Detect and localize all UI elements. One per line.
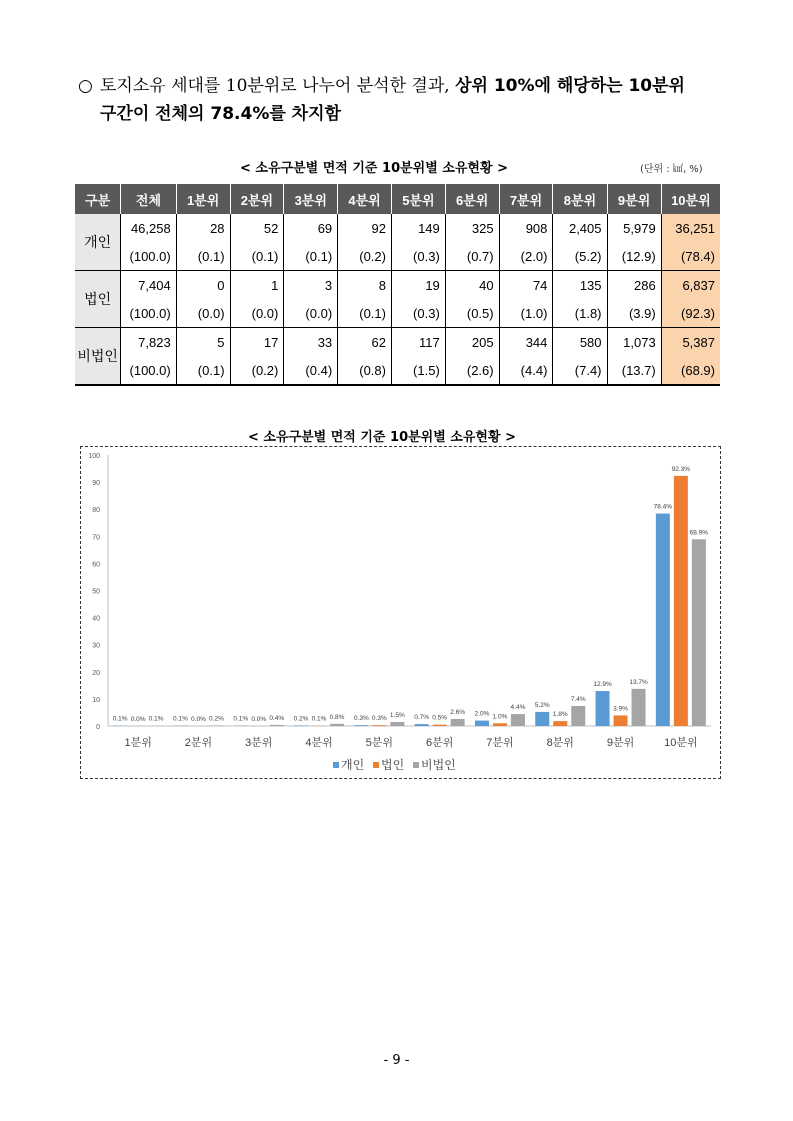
chart-bar: [692, 539, 706, 726]
percent-cell: (0.1): [176, 356, 230, 385]
row-label: 비법인: [75, 328, 121, 386]
table-row: [75, 299, 720, 328]
percent-cell: (0.0): [284, 299, 338, 328]
data-label: 0.8%: [329, 713, 345, 721]
table-unit: (단위 : ㎢, %): [640, 164, 703, 175]
value-cell: 3: [284, 271, 338, 300]
table-row: [75, 271, 720, 300]
bullet-mark: ○: [78, 76, 93, 96]
value-cell: 40: [445, 271, 499, 300]
legend-swatch: [373, 762, 379, 768]
chart-bar: [571, 706, 585, 726]
y-tick-label: 90: [92, 480, 100, 488]
value-cell: 286: [607, 271, 661, 300]
value-cell: 908: [499, 214, 553, 242]
y-tick-label: 60: [92, 561, 100, 569]
data-label: 13.7%: [629, 678, 648, 686]
percent-cell: (0.0): [230, 299, 284, 328]
table-row: [75, 214, 720, 242]
y-tick-label: 0: [96, 724, 100, 731]
chart-bar: [656, 514, 670, 726]
percent-cell: (0.1): [230, 242, 284, 271]
chart-bar: [354, 725, 368, 726]
data-label: 0.1%: [112, 715, 128, 723]
percent-cell: (68.9): [661, 356, 720, 385]
value-cell: 1: [230, 271, 284, 300]
row-label: 법인: [75, 271, 121, 328]
value-cell: 19: [391, 271, 445, 300]
chart-bar: [632, 689, 646, 726]
percent-cell: (100.0): [121, 299, 177, 328]
chart-bar: [270, 725, 284, 726]
value-cell: 0: [176, 271, 230, 300]
header-cell: 구분: [75, 184, 121, 214]
chart-bar: [674, 476, 688, 726]
percent-cell: (0.1): [284, 242, 338, 271]
header-cell: 10분위: [661, 184, 720, 214]
data-label: 78.4%: [653, 503, 673, 511]
percent-cell: (0.1): [338, 299, 392, 328]
chart-bar: [493, 723, 507, 726]
value-cell: 74: [499, 271, 553, 300]
percent-cell: (0.2): [338, 242, 392, 271]
data-label: 4.4%: [510, 704, 526, 712]
chart-bar: [535, 712, 549, 726]
table-row: [75, 328, 720, 357]
y-tick-label: 100: [88, 453, 100, 460]
percent-cell: (3.9): [607, 299, 661, 328]
chart-bar: [451, 719, 465, 726]
percent-cell: (0.3): [391, 242, 445, 271]
percent-cell: (0.1): [176, 242, 230, 271]
x-tick-label: 8분위: [546, 737, 574, 749]
table-header-row: [75, 184, 720, 214]
data-label: 1.5%: [389, 711, 405, 719]
chart-frame: [80, 446, 721, 779]
data-label: 0.0%: [130, 716, 146, 723]
legend-label: 개인: [341, 758, 365, 772]
value-cell: 33: [284, 328, 338, 357]
data-label: 2.6%: [450, 708, 466, 716]
percent-cell: (0.2): [230, 356, 284, 385]
table-body: [75, 214, 720, 385]
chart-bar: [475, 721, 489, 726]
chart-caption: < 소유구분별 면적 기준 10분위별 소유현황 >: [248, 430, 516, 445]
percent-cell: (7.4): [553, 356, 607, 385]
value-cell: 46,258: [121, 214, 177, 242]
data-label: 12.9%: [593, 681, 612, 689]
data-label: 2.0%: [474, 710, 490, 718]
chart-bar: [511, 714, 525, 726]
y-tick-label: 40: [92, 615, 100, 623]
row-label: 개인: [75, 214, 121, 271]
header-cell: 3분위: [284, 184, 338, 214]
legend-label: 법인: [381, 758, 405, 772]
chart-bar: [433, 725, 447, 726]
data-label: 0.7%: [414, 714, 430, 722]
value-cell: 7,404: [121, 271, 177, 300]
x-tick-label: 5분위: [365, 737, 394, 749]
percent-cell: (1.0): [499, 299, 553, 328]
percent-cell: (100.0): [121, 242, 177, 271]
legend-swatch: [413, 762, 419, 768]
header-cell: 5분위: [391, 184, 445, 214]
x-tick-label: 7분위: [486, 737, 514, 749]
percent-cell: (0.0): [176, 299, 230, 328]
chart-bar: [330, 724, 344, 726]
table-caption: < 소유구분별 면적 기준 10분위별 소유현황 >: [240, 161, 508, 176]
data-label: 0.3%: [353, 715, 369, 723]
header-cell: 6분위: [445, 184, 499, 214]
y-tick-label: 70: [92, 534, 100, 542]
value-cell: 17: [230, 328, 284, 357]
data-label: 3.9%: [613, 705, 628, 713]
percent-cell: (13.7): [607, 356, 661, 385]
bar-chart: [81, 447, 720, 778]
header-cell: 2분위: [230, 184, 284, 214]
intro-text-line2: 구간이 전체의 78.4%를 차지함: [100, 104, 341, 124]
data-label: 68.9%: [689, 529, 709, 537]
y-tick-label: 30: [92, 642, 100, 650]
value-cell: 1,073: [607, 328, 661, 357]
percent-cell: (78.4): [661, 242, 720, 271]
y-tick-label: 10: [92, 696, 100, 704]
percent-cell: (2.6): [445, 356, 499, 385]
value-cell: 2,405: [553, 214, 607, 242]
percent-cell: (2.0): [499, 242, 553, 271]
data-label: 0.1%: [233, 715, 249, 723]
value-cell: 6,837: [661, 271, 720, 300]
chart-bar: [415, 724, 429, 726]
value-cell: 5: [176, 328, 230, 357]
percent-cell: (4.4): [499, 356, 553, 385]
value-cell: 62: [338, 328, 392, 357]
percent-cell: (0.3): [391, 299, 445, 328]
data-label: 5.2%: [534, 701, 550, 709]
value-cell: 205: [445, 328, 499, 357]
chart-bar: [390, 722, 404, 726]
percent-cell: (1.5): [391, 356, 445, 385]
y-tick-label: 80: [92, 507, 100, 515]
data-label: 0.0%: [251, 716, 267, 723]
x-tick-label: 6분위: [425, 737, 454, 749]
data-label: 92.3%: [671, 465, 691, 473]
percent-cell: (0.4): [284, 356, 338, 385]
value-cell: 7,823: [121, 328, 177, 357]
data-label: 0.2%: [209, 715, 224, 723]
percent-cell: (0.7): [445, 242, 499, 271]
intro-text-bold: 상위 10%에 해당하는 10분위: [455, 76, 685, 96]
data-label: 0.1%: [148, 715, 164, 723]
data-label: 7.4%: [570, 695, 586, 703]
header-cell: 전체: [121, 184, 177, 214]
header-cell: 1분위: [176, 184, 230, 214]
x-tick-label: 2분위: [184, 737, 213, 749]
table-row: [75, 356, 720, 385]
percent-cell: (92.3): [661, 299, 720, 328]
percent-cell: (1.8): [553, 299, 607, 328]
value-cell: 52: [230, 214, 284, 242]
x-tick-label: 4분위: [305, 737, 333, 749]
x-tick-label: 10분위: [664, 737, 698, 749]
value-cell: 69: [284, 214, 338, 242]
y-tick-label: 20: [92, 669, 100, 677]
value-cell: 149: [391, 214, 445, 242]
header-cell: 8분위: [553, 184, 607, 214]
x-tick-label: 1분위: [124, 737, 152, 749]
data-label: 0.1%: [311, 715, 327, 723]
value-cell: 36,251: [661, 214, 720, 242]
chart-bar: [372, 725, 386, 726]
value-cell: 28: [176, 214, 230, 242]
header-cell: 9분위: [607, 184, 661, 214]
page-number: - 9 -: [383, 1053, 410, 1068]
value-cell: 580: [553, 328, 607, 357]
data-label: 1.0%: [492, 713, 508, 721]
chart-bar: [614, 715, 628, 726]
percent-cell: (12.9): [607, 242, 661, 271]
chart-bar: [209, 725, 223, 726]
value-cell: 344: [499, 328, 553, 357]
intro-text-plain: 토지소유 세대를 10분위로 나누어 분석한 결과,: [100, 76, 456, 96]
x-tick-label: 9분위: [606, 737, 635, 749]
legend-swatch: [333, 762, 339, 768]
percent-cell: (5.2): [553, 242, 607, 271]
data-label: 0.3%: [371, 715, 387, 723]
percent-cell: (0.8): [338, 356, 392, 385]
x-tick-label: 3분위: [245, 737, 273, 749]
value-cell: 5,979: [607, 214, 661, 242]
value-cell: 8: [338, 271, 392, 300]
percent-cell: (0.5): [445, 299, 499, 328]
y-tick-label: 50: [92, 588, 100, 596]
value-cell: 92: [338, 214, 392, 242]
chart-bar: [553, 721, 567, 726]
legend-label: 비법인: [421, 758, 456, 772]
value-cell: 325: [445, 214, 499, 242]
value-cell: 117: [391, 328, 445, 357]
header-cell: 7분위: [499, 184, 553, 214]
value-cell: 5,387: [661, 328, 720, 357]
data-label: 0.0%: [191, 716, 206, 723]
percent-cell: (100.0): [121, 356, 177, 385]
data-label: 1.8%: [552, 711, 568, 719]
data-label: 0.5%: [432, 714, 448, 722]
ownership-table: [75, 184, 720, 386]
table-row: [75, 242, 720, 271]
value-cell: 135: [553, 271, 607, 300]
data-label: 0.1%: [173, 715, 188, 723]
chart-bar: [294, 725, 308, 726]
data-label: 0.2%: [293, 715, 309, 723]
data-label: 0.4%: [269, 714, 285, 722]
chart-bar: [596, 691, 610, 726]
header-cell: 4분위: [338, 184, 392, 214]
